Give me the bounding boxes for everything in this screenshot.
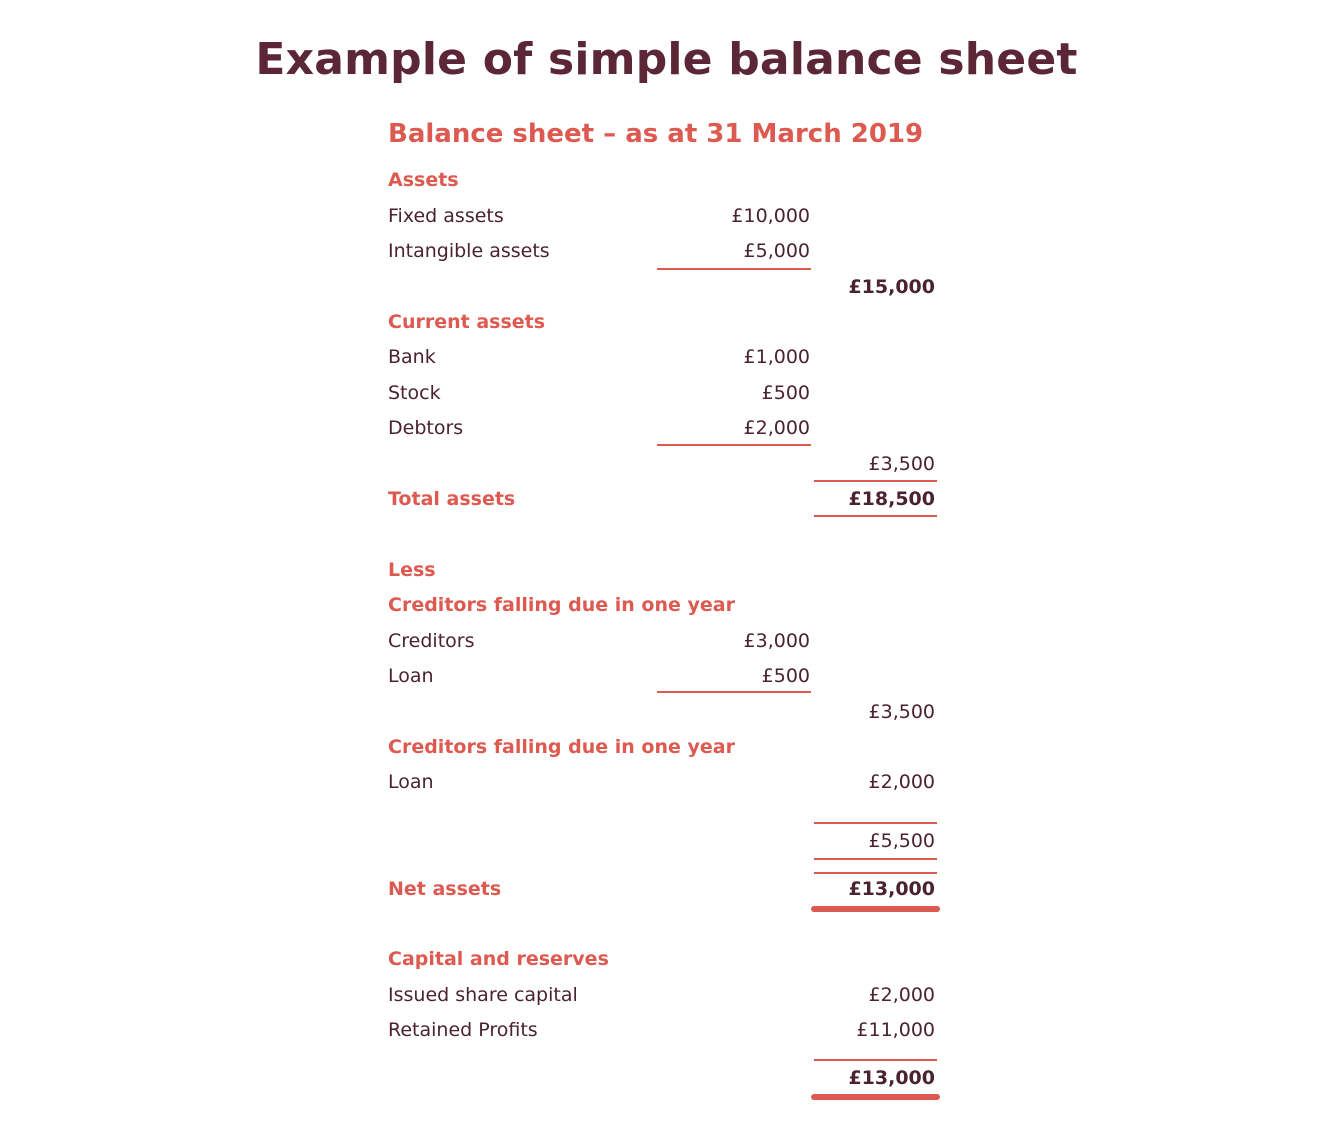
liabilities-total: £5,500	[868, 830, 935, 852]
assets-heading: Assets	[388, 169, 459, 191]
debtors-label: Debtors	[388, 417, 464, 439]
fixed-assets-label: Fixed assets	[388, 205, 504, 227]
retained-profits-value: £11,000	[856, 1019, 935, 1041]
capital-underline	[811, 1094, 940, 1100]
bank-value: £1,000	[743, 346, 810, 368]
short-loan-value: £500	[761, 665, 810, 687]
creditors-heading-long-term: Creditors falling due in one year	[388, 736, 735, 758]
share-capital-value: £2,000	[868, 984, 935, 1006]
short-loan-label: Loan	[388, 665, 434, 687]
capital-total: £13,000	[848, 1067, 935, 1089]
total-assets-rule	[814, 515, 937, 517]
long-loan-label: Loan	[388, 771, 434, 793]
assets-rule	[657, 268, 811, 270]
total-assets-label: Total assets	[388, 488, 516, 510]
creditors-label: Creditors	[388, 630, 475, 652]
creditors-subtotal: £3,500	[868, 701, 935, 723]
balance-sheet-subtitle: Balance sheet – as at 31 March 2019	[388, 119, 924, 149]
creditors-heading-short-term: Creditors falling due in one year	[388, 594, 735, 616]
liabilities-rule-top	[814, 822, 937, 824]
share-capital-label: Issued share capital	[388, 984, 578, 1006]
net-assets-underline	[811, 906, 940, 912]
retained-profits-label: Retained Profits	[388, 1019, 538, 1041]
long-loan-value: £2,000	[868, 771, 935, 793]
current-assets-subtotal: £3,500	[868, 453, 935, 475]
capital-heading: Capital and reserves	[388, 948, 609, 970]
current-assets-rule	[657, 444, 811, 446]
capital-rule	[814, 1059, 937, 1061]
intangible-assets-label: Intangible assets	[388, 240, 550, 262]
liabilities-rule-bottom	[814, 858, 937, 860]
fixed-assets-value: £10,000	[731, 205, 810, 227]
stock-label: Stock	[388, 382, 441, 404]
current-assets-total-rule	[814, 480, 937, 482]
page-title: Example of simple balance sheet	[255, 34, 1078, 85]
total-assets-value: £18,500	[848, 488, 935, 510]
less-heading: Less	[388, 559, 436, 581]
current-assets-heading: Current assets	[388, 311, 546, 333]
bank-label: Bank	[388, 346, 436, 368]
net-assets-value: £13,000	[848, 878, 935, 900]
net-assets-rule-top	[814, 872, 937, 874]
debtors-value: £2,000	[743, 417, 810, 439]
intangible-assets-value: £5,000	[743, 240, 810, 262]
creditors-rule	[657, 691, 811, 693]
net-assets-label: Net assets	[388, 878, 502, 900]
stock-value: £500	[761, 382, 810, 404]
creditors-value: £3,000	[743, 630, 810, 652]
assets-subtotal: £15,000	[848, 276, 935, 298]
